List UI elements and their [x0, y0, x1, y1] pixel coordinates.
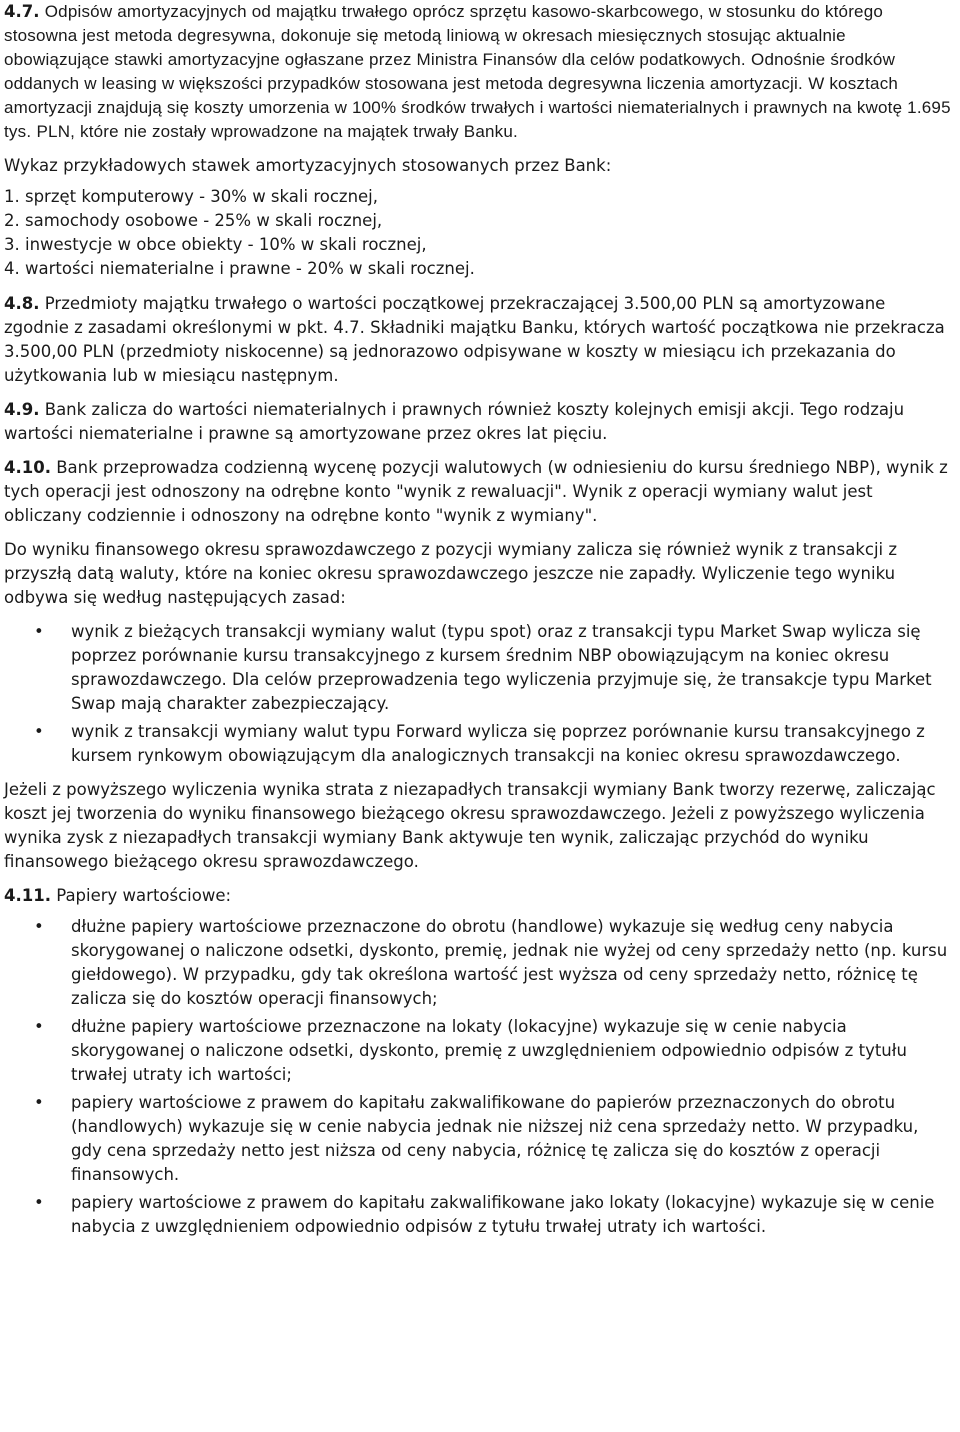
section-number: 4.8. [4, 294, 40, 313]
section-number: 4.9. [4, 400, 40, 419]
list-item [4, 1191, 954, 1239]
rates-intro: Wykaz przykładowych stawek amortyzacyjnych stosowanych przez Bank: [4, 156, 612, 175]
depreciation-rates-list [4, 185, 954, 281]
section-text-part: Odpisów amortyzacyjnych od majątku trwałego oprócz sprzętu kasowo-skarbcowego, w stosunku do którego stosowna jest metoda degresywna, dokonuje się metodą liniową w okresach miesięcznych stosując aktualnie obowiązujące stawki amortyzacyjne ogłaszane przez Ministra Finansów dla celów podatkowych. [4, 2, 884, 69]
section-text-part: PLN, które nie zostały wprowadzone na majątek trwały Banku. [36, 122, 518, 141]
list-item [4, 620, 954, 716]
bullet-icon: • [34, 1093, 44, 1112]
provision-paragraph: Jeżeli z powyższego wyliczenia wynika strata z niezapadłych transakcji wymiany Bank tworzy rezerwę, zaliczając koszt jej tworzenia do wyniku finansowego bieżącego okresu sprawozdawczego. Jeżeli z powyższego wyliczenia wynika zysk z niezapadłych transakcji wymiany Bank aktywuje ten wynik, zaliczając przychód do wyniku finansowego bieżącego okresu sprawozdawczego. [4, 780, 936, 871]
list-item: 2. samochody osobowe - 25% w skali rocznej, [4, 211, 383, 230]
section-number: 4.10. [4, 458, 51, 477]
list-item [4, 1091, 954, 1187]
result-rules-list [4, 620, 954, 768]
forward-result-paragraph: Do wyniku finansowego okresu sprawozdawczego z pozycji wymiany zalicza się również wynik z transakcji z przyszłą datą waluty, które na koniec okresu sprawozdawczego jeszcze nie zapadły. Wyliczenie tego wyniku odbywa się według następujących zasad: [4, 540, 898, 607]
list-item [4, 720, 954, 768]
section-4-9-paragraph [4, 398, 954, 446]
securities-list [4, 915, 954, 1239]
section-number: 4.11. [4, 886, 51, 905]
list-item-text: dłużne papiery wartościowe przeznaczone do obrotu (handlowe) wykazuje się według ceny nabycia skorygowanej o naliczone odsetki, dyskonto, premię, jednak nie wyżej od ceny sprzedaży netto (np. kursu giełdowego). W przypadku, gdy tak określona wartość jest wyższa od ceny sprzedaży netto, różnicę tę zalicza się do kosztów operacji finansowych; [71, 917, 948, 1008]
list-item [4, 915, 954, 1011]
section-text: Przedmioty majątku trwałego o wartości początkowej przekraczającej 3.500,00 PLN są amortyzowane zgodnie z zasadami określonymi w pkt. 4.7. Składniki majątku Banku, których wartość początkowa nie przekracza 3.500,00 PLN (przedmioty niskocenne) są jednorazowo odpisywane w koszty w miesiącu ich przekazania do użytkowania lub w miesiącu następnym. [4, 294, 945, 385]
list-item: 4. wartości niematerialne i prawne - 20% w skali rocznej. [4, 259, 475, 278]
bullet-icon: • [34, 722, 44, 741]
list-item [4, 1015, 954, 1087]
list-item-text: dłużne papiery wartościowe przeznaczone na lokaty (lokacyjne) wykazuje się w cenie nabycia skorygowanej o naliczone odsetki, dyskonto, premię z uwzględnieniem odpowiednio odpisów z tytułu trwałej utraty ich wartości; [71, 1017, 907, 1084]
bullet-icon: • [34, 1017, 44, 1036]
bullet-icon: • [34, 1193, 44, 1212]
section-number: 4.7. [4, 2, 40, 21]
list-item-text: papiery wartościowe z prawem do kapitału zakwalifikowane jako lokaty (lokacyjne) wykazuje się w cenie nabycia z uwzględnieniem odpowiednio odpisów z tytułu trwałej utraty ich wartości. [71, 1193, 935, 1236]
section-text-part: Odnośnie środków oddanych w leasing w większości przypadków stosowana jest metoda degresywna liczenia amortyzacji. [4, 50, 896, 93]
section-4-8-paragraph [4, 292, 954, 388]
bullet-icon: • [34, 917, 44, 936]
list-item-text: papiery wartościowe z prawem do kapitału zakwalifikowane do papierów przeznaczonych do obrotu (handlowych) wykazuje się w cenie nabycia jednak nie niższej niż cena sprzedaży netto. W przypadku, gdy cena sprzedaży netto jest niższa od ceny nabycia, różnicę tę zalicza się do kosztów z operacji finansowych. [71, 1093, 919, 1184]
section-4-7-paragraph [4, 0, 954, 144]
section-4-11-heading [4, 884, 954, 908]
list-item-text: wynik z transakcji wymiany walut typu Forward wylicza się poprzez porównanie kursu transakcyjnego z kursem rynkowym obowiązującym dla analogicznych transakcji na koniec okresu sprawozdawczego. [71, 722, 925, 765]
list-item: 3. inwestycje w obce obiekty - 10% w skali rocznej, [4, 235, 427, 254]
section-text: Bank przeprowadza codzienną wycenę pozycji walutowych (w odniesieniu do kursu średniego NBP), wynik z tych operacji jest odnoszony na odrębne konto "wynik z rewaluacji". Wynik z operacji wymiany walut jest obliczany codziennie i odnoszony na odrębne konto "wynik z wymiany". [4, 458, 948, 525]
list-item-text: wynik z bieżących transakcji wymiany walut (typu spot) oraz z transakcji typu Market Swap wylicza się poprzez porównanie kursu transakcyjnego z kursem średnim NBP obowiązującym na koniec okresu sprawozdawczego. Dla celów przeprowadzenia tego wyliczenia przyjmuje się, że transakcje typu Market Swap mają charakter zabezpieczający. [71, 622, 932, 713]
section-text: Bank zalicza do wartości niematerialnych i prawnych również koszty kolejnych emisji akcji. Tego rodzaju wartości niematerialne i prawne są amortyzowane przez okres lat pięciu. [4, 400, 905, 443]
section-text-part: W kosztach amortyzacji znajdują się koszty umorzenia w 100% środków trwałych i wartości niematerialnych i prawnych na kwotę 1.695 tys. [4, 74, 951, 141]
bullet-icon: • [34, 622, 44, 641]
section-4-10-paragraph [4, 456, 954, 528]
list-item: 1. sprzęt komputerowy - 30% w skali rocznej, [4, 187, 379, 206]
section-title: Papiery wartościowe: [56, 886, 232, 905]
